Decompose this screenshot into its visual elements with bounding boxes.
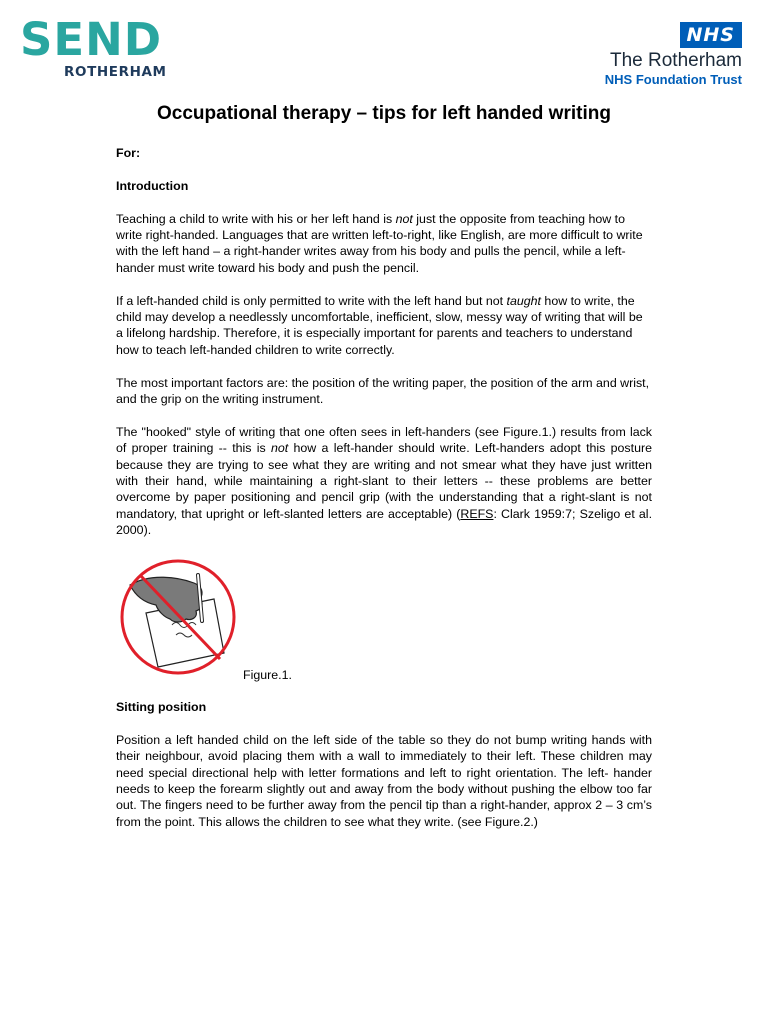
for-label: For: bbox=[116, 146, 141, 160]
introduction-heading: Introduction bbox=[116, 178, 189, 193]
nhs-badge: NHS bbox=[680, 22, 743, 48]
hand-shape bbox=[130, 577, 202, 622]
send-rotherham-logo bbox=[20, 13, 170, 80]
figure-1 bbox=[116, 555, 652, 687]
intro-paragraph-4: The "hooked" style of writing that one often sees in left-handers (see Figure.1.) results from lack of proper training -- this is not how a left-hander should write. Left-handers adopt this posture because they are trying to see what they are writing and not smear what they have just written with their hand, while maintaining a right-slant to their letters -- these problems are better overcome by paper positioning and pencil grip (with the understanding that a right-slant is not mandatory, that upright or left-slanted letters are acceptable) (REFS: Clark 1959:7; Szeligo et al. 2000). bbox=[116, 424, 653, 538]
intro-paragraph-2: If a left-handed child is only permitted to write with the left hand but not taught how to write, the child may develop a needlessly uncomfortable, inefficient, slow, messy way of writing that will be a lifelong hardship. Therefore, it is especially important for parents and teachers to understand how to teach left-handed children to write correctly. bbox=[116, 293, 643, 357]
document-title: Occupational therapy – tips for left handed writing bbox=[157, 103, 611, 124]
refs-link-text: REFS bbox=[460, 506, 494, 521]
nhs-trust-subtitle: NHS Foundation Trust bbox=[604, 72, 742, 87]
nhs-trust-logo bbox=[605, 22, 742, 87]
nhs-trust-name: The Rotherham bbox=[609, 50, 742, 71]
send-logo-sub: ROTHERHAM bbox=[64, 64, 167, 80]
intro-paragraph-3: The most important factors are: the position of the writing paper, the position of the arm and wrist, and the grip on the writing instrument. bbox=[116, 375, 650, 407]
sitting-position-paragraph: Position a left handed child on the left side of the table so they do not bump writing hands with their neighbour, avoid placing them with a wall to immediately to their left. These children may need special directional help with letter formations and left to right orientation. The left- hander needs to keep the forearm slightly out and away from the body without pushing the elbow too far out. The fingers need to be further away from the pencil tip than a right-hander, approx 2 – 3 cm’s from the point. This allows the children to see what they write. (see Figure.2.) bbox=[116, 732, 652, 829]
send-logo-word: SEND bbox=[20, 13, 163, 66]
figure-1-caption: Figure.1. bbox=[243, 668, 292, 683]
no-hooked-writing-icon bbox=[116, 555, 240, 679]
sitting-position-heading: Sitting position bbox=[116, 700, 207, 715]
document-body bbox=[116, 145, 652, 847]
intro-paragraph-1: Teaching a child to write with his or her left hand is not just the opposite from teaching how to write right-handed. Languages that are written left-to-right, like English, are more difficult to write with the left hand – a right-hander writes away from his body and pulls the pencil, while a left-hander must write toward his body and push the pencil. bbox=[116, 211, 643, 275]
